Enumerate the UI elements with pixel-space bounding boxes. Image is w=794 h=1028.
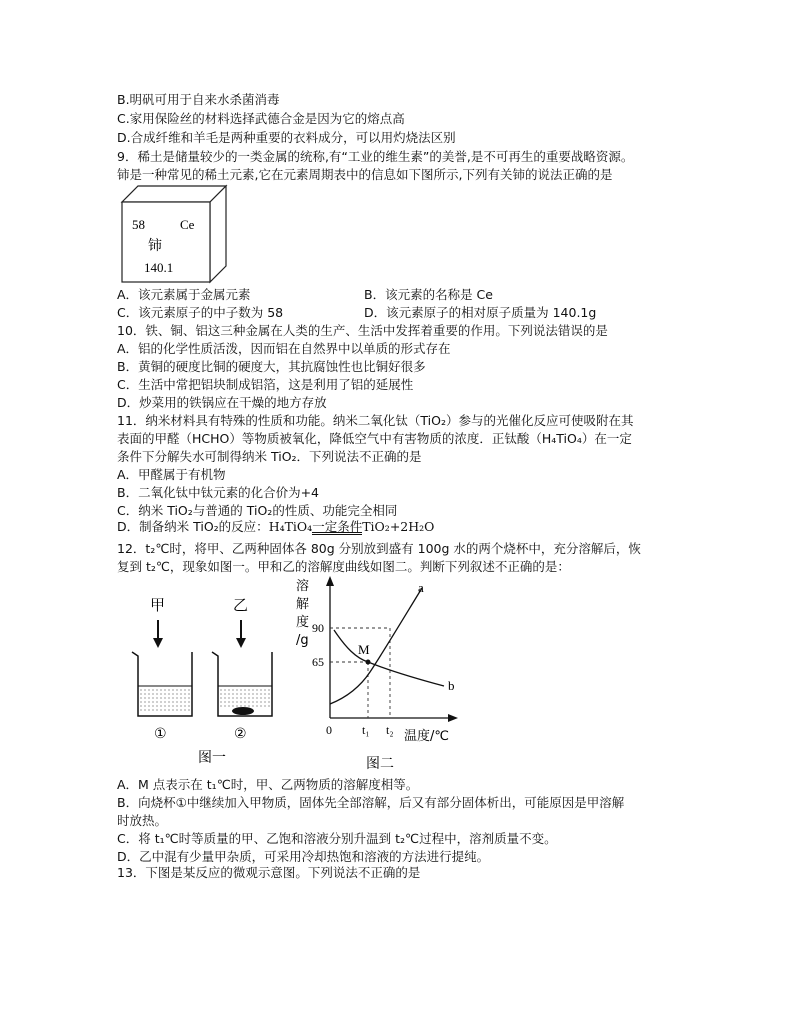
q8-option-d: D.合成纤维和羊毛是两种重要的衣料成分，可以用灼烧法区别 [117,130,456,145]
beaker-2 [212,652,272,716]
q12-option-c: C．将 t₁℃时等质量的甲、乙饱和溶液分别升温到 t₂℃过程中，溶剂质量不变。 [117,831,557,846]
ylabel-char-1: 溶 [296,579,310,594]
beaker-1-liquid [140,690,190,710]
q9-option-d: D．该元素原子的相对原子质量为 140.1g [364,305,597,320]
x-tick-t2: t₂ [386,723,394,737]
q9-option-b: B．该元素的名称是 Ce [364,287,493,302]
y-tick-65: 65 [312,655,324,669]
element-symbol: Ce [180,217,195,232]
figure1-caption: 图一 [198,750,226,766]
q9-stem-line1: 9．稀土是储量较少的一类金属的统称,有“工业的维生素”的美誉,是不可再生的重要战略资源。 [117,149,634,164]
element-name: 铈 [148,238,162,254]
y-tick-90: 90 [312,621,324,635]
arrow-yi [236,620,246,648]
q11-stem-line1: 11．纳米材料具有特殊的性质和功能。纳米二氧化钛（TiO₂）参与的光催化反应可使吸附在其 [117,413,634,428]
q9-option-a: A．该元素属于金属元素 [117,287,251,302]
q11-option-b: B．二氧化钛中钛元素的化合价为+4 [117,485,320,500]
element-mass: 140.1 [144,260,174,275]
q13-stem: 13．下图是某反应的微观示意图。下列说法不正确的是 [117,865,421,880]
q12-option-b-line2: 时放热。 [117,813,168,828]
equation-condition: 一定条件 [312,519,363,534]
q11-stem-line2: 表面的甲醛（HCHO）等物质被氧化，降低空气中有害物质的浓度．正钛酸（H₄TiO₄）在一定 [117,431,632,446]
q11-option-a: A．甲醛属于有机物 [117,467,226,482]
ylabel-char-4: /g [296,633,309,648]
q11-option-c: C．纳米 TiO₂与普通的 TiO₂的性质、功能完全相同 [117,503,398,518]
q10-stem: 10．铁、铜、铝这三种金属在人类的生产、生活中发挥着重要的作用。下列说法错误的是 [117,323,608,338]
beaker-number-2: ② [234,726,247,742]
x-axis-arrow [448,714,458,722]
q11-stem-line3: 条件下分解失水可制得纳米 TiO₂．下列说法不正确的是 [117,449,422,464]
element-atomic-number: 58 [132,217,145,232]
q10-option-b: B．黄铜的硬度比铜的硬度大，其抗腐蚀性也比铜好很多 [117,359,426,374]
q9-stem-line2: 铈是一种常见的稀土元素,它在元素周期表中的信息如下图所示,下列有关铈的说法正确的是 [117,167,613,182]
equation-reactant: H₄TiO₄ [268,519,313,534]
beaker-number-1: ① [154,726,167,742]
curve-b [334,630,444,686]
q9-option-c: C．该元素原子的中子数为 58 [117,305,284,320]
figure2-solubility-chart [290,574,480,774]
element-card [118,184,230,284]
q8-option-c: C.家用保险丝的材料选择武德合金是因为它的熔点高 [117,111,405,126]
q11-option-d-prefix: D．制备纳米 TiO₂的反应： [117,519,269,534]
equation-products: TiO₂+2H₂O [362,519,435,534]
ylabel-char-2: 解 [296,597,310,612]
y-axis-label [296,578,309,648]
figure2-caption: 图二 [366,756,394,772]
q12-option-d: D．乙中混有少量甲杂质，可采用冷却热饱和溶液的方法进行提纯。 [117,849,490,864]
point-m-label: M [358,642,370,657]
curve-a-label: a [418,580,424,595]
beaker-label-yi: 乙 [233,596,249,614]
point-m [366,660,371,665]
q11-option-d [117,518,434,536]
q12-option-b-line1: B．向烧杯①中继续加入甲物质，固体先全部溶解，后又有部分固体析出，可能原因是甲溶解 [117,795,625,810]
beaker-2-precipitate [232,707,254,715]
x-tick-t1: t₁ [362,723,370,737]
ylabel-char-3: 度 [296,615,310,630]
y-axis-arrow [326,576,334,586]
q10-option-a: A．铝的化学性质活泼，因而铝在自然界中以单质的形式存在 [117,341,451,356]
curve-b-label: b [448,678,455,693]
q10-option-d: D．炒菜用的铁锅应在干燥的地方存放 [117,395,327,410]
beaker-label-jia: 甲 [150,596,166,614]
q10-option-c: C．生活中常把铝块制成铝箔，这是利用了铝的延展性 [117,377,414,392]
curve-a [330,588,422,704]
q12-stem-line2: 复到 t₂℃，现象如图一。甲和乙的溶解度曲线如图二。判断下列叙述不正确的是： [117,559,570,574]
arrow-jia [153,620,163,648]
beaker-1 [132,652,192,716]
q8-option-b: B.明矾可用于自来水杀菌消毒 [117,92,280,107]
origin-label: 0 [326,723,332,737]
q12-option-a: A．M 点表示在 t₁℃时，甲、乙两物质的溶解度相等。 [117,777,419,792]
beaker-2-liquid [220,690,270,706]
figure1-beakers [130,590,290,770]
x-axis-label: 温度/℃ [404,729,449,744]
q12-stem-line1: 12．t₂℃时，将甲、乙两种固体各 80g 分别放到盛有 100g 水的两个烧杯中，充分溶解后，恢 [117,541,641,556]
